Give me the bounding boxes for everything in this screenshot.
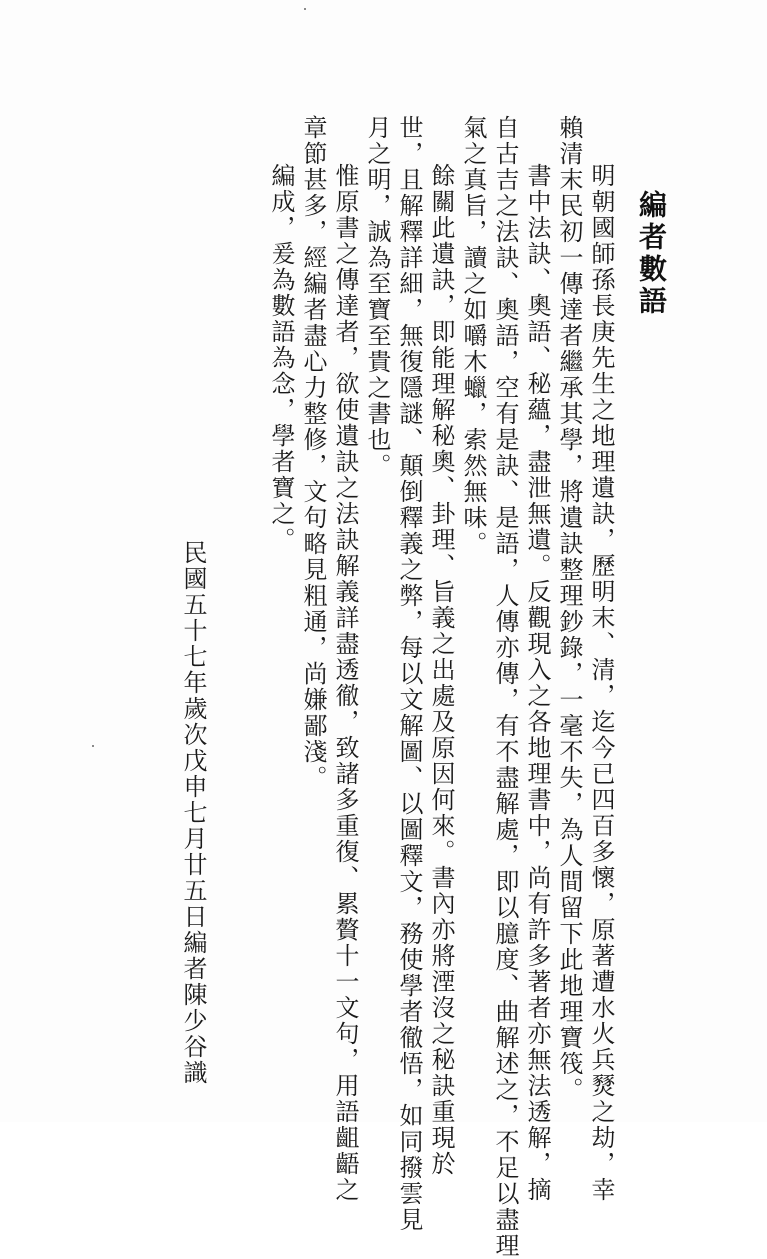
text-column-8: 月之明，誠為至寶至貴之書也。 — [363, 115, 391, 479]
text-column-5: 氣之真旨，讀之如嚼木蠟，索然無味。 — [459, 115, 487, 557]
text-column-3: 書中法訣、奧語、秘蘊，盡泄無遺。反觀現入之各地理書中，尚有許多著者亦無法透解，摘 — [523, 163, 551, 1203]
signature-line: 民國五十七年歲次戊申七月廿五日編者陳少谷識 — [179, 540, 207, 1086]
text-column-10: 章節甚多，經編者盡心力整修，文句略見粗通，尚嫌鄙淺。 — [299, 115, 327, 791]
text-column-2: 賴清末民初一傳達者繼承其學，將遺訣整理鈔錄，一毫不失，為人間留下此地理寶筏。 — [555, 115, 583, 1103]
text-column-4: 自古吉之法訣、奧語，空有是訣、是語，人傳亦傳，有不盡解處，即以臆度、曲解述之，不足以盡理 — [491, 115, 519, 1259]
preface-body — [265, 115, 617, 1259]
scan-speck — [92, 745, 94, 747]
text-column-6: 餘關此遺訣，即能理解秘奧、卦理、旨義之出處及原因何來。書內亦將湮沒之秘訣重現於 — [427, 163, 455, 1177]
text-column-1: 明朝國師孫長庚先生之地理遺訣，歷明末、清，迄今已四百多懷，原著遭水火兵燹之劫，幸 — [587, 163, 615, 1203]
text-column-11: 編成，爰為數語為念，學者寶之。 — [267, 163, 295, 553]
text-column-9: 惟原書之傳達者，欲使遺訣之法訣解義詳盡透徹，致諸多重復、累贅十一文句，用語齟齬之 — [331, 163, 359, 1203]
scan-speck — [304, 8, 306, 10]
text-column-7: 世，且解釋詳細，無復隱謎、顛倒釋義之弊，每以文解圖、以圖釋文，務使學者徹悟，如同撥雲見 — [395, 115, 423, 1233]
page-title: 編者數語 — [635, 190, 668, 318]
